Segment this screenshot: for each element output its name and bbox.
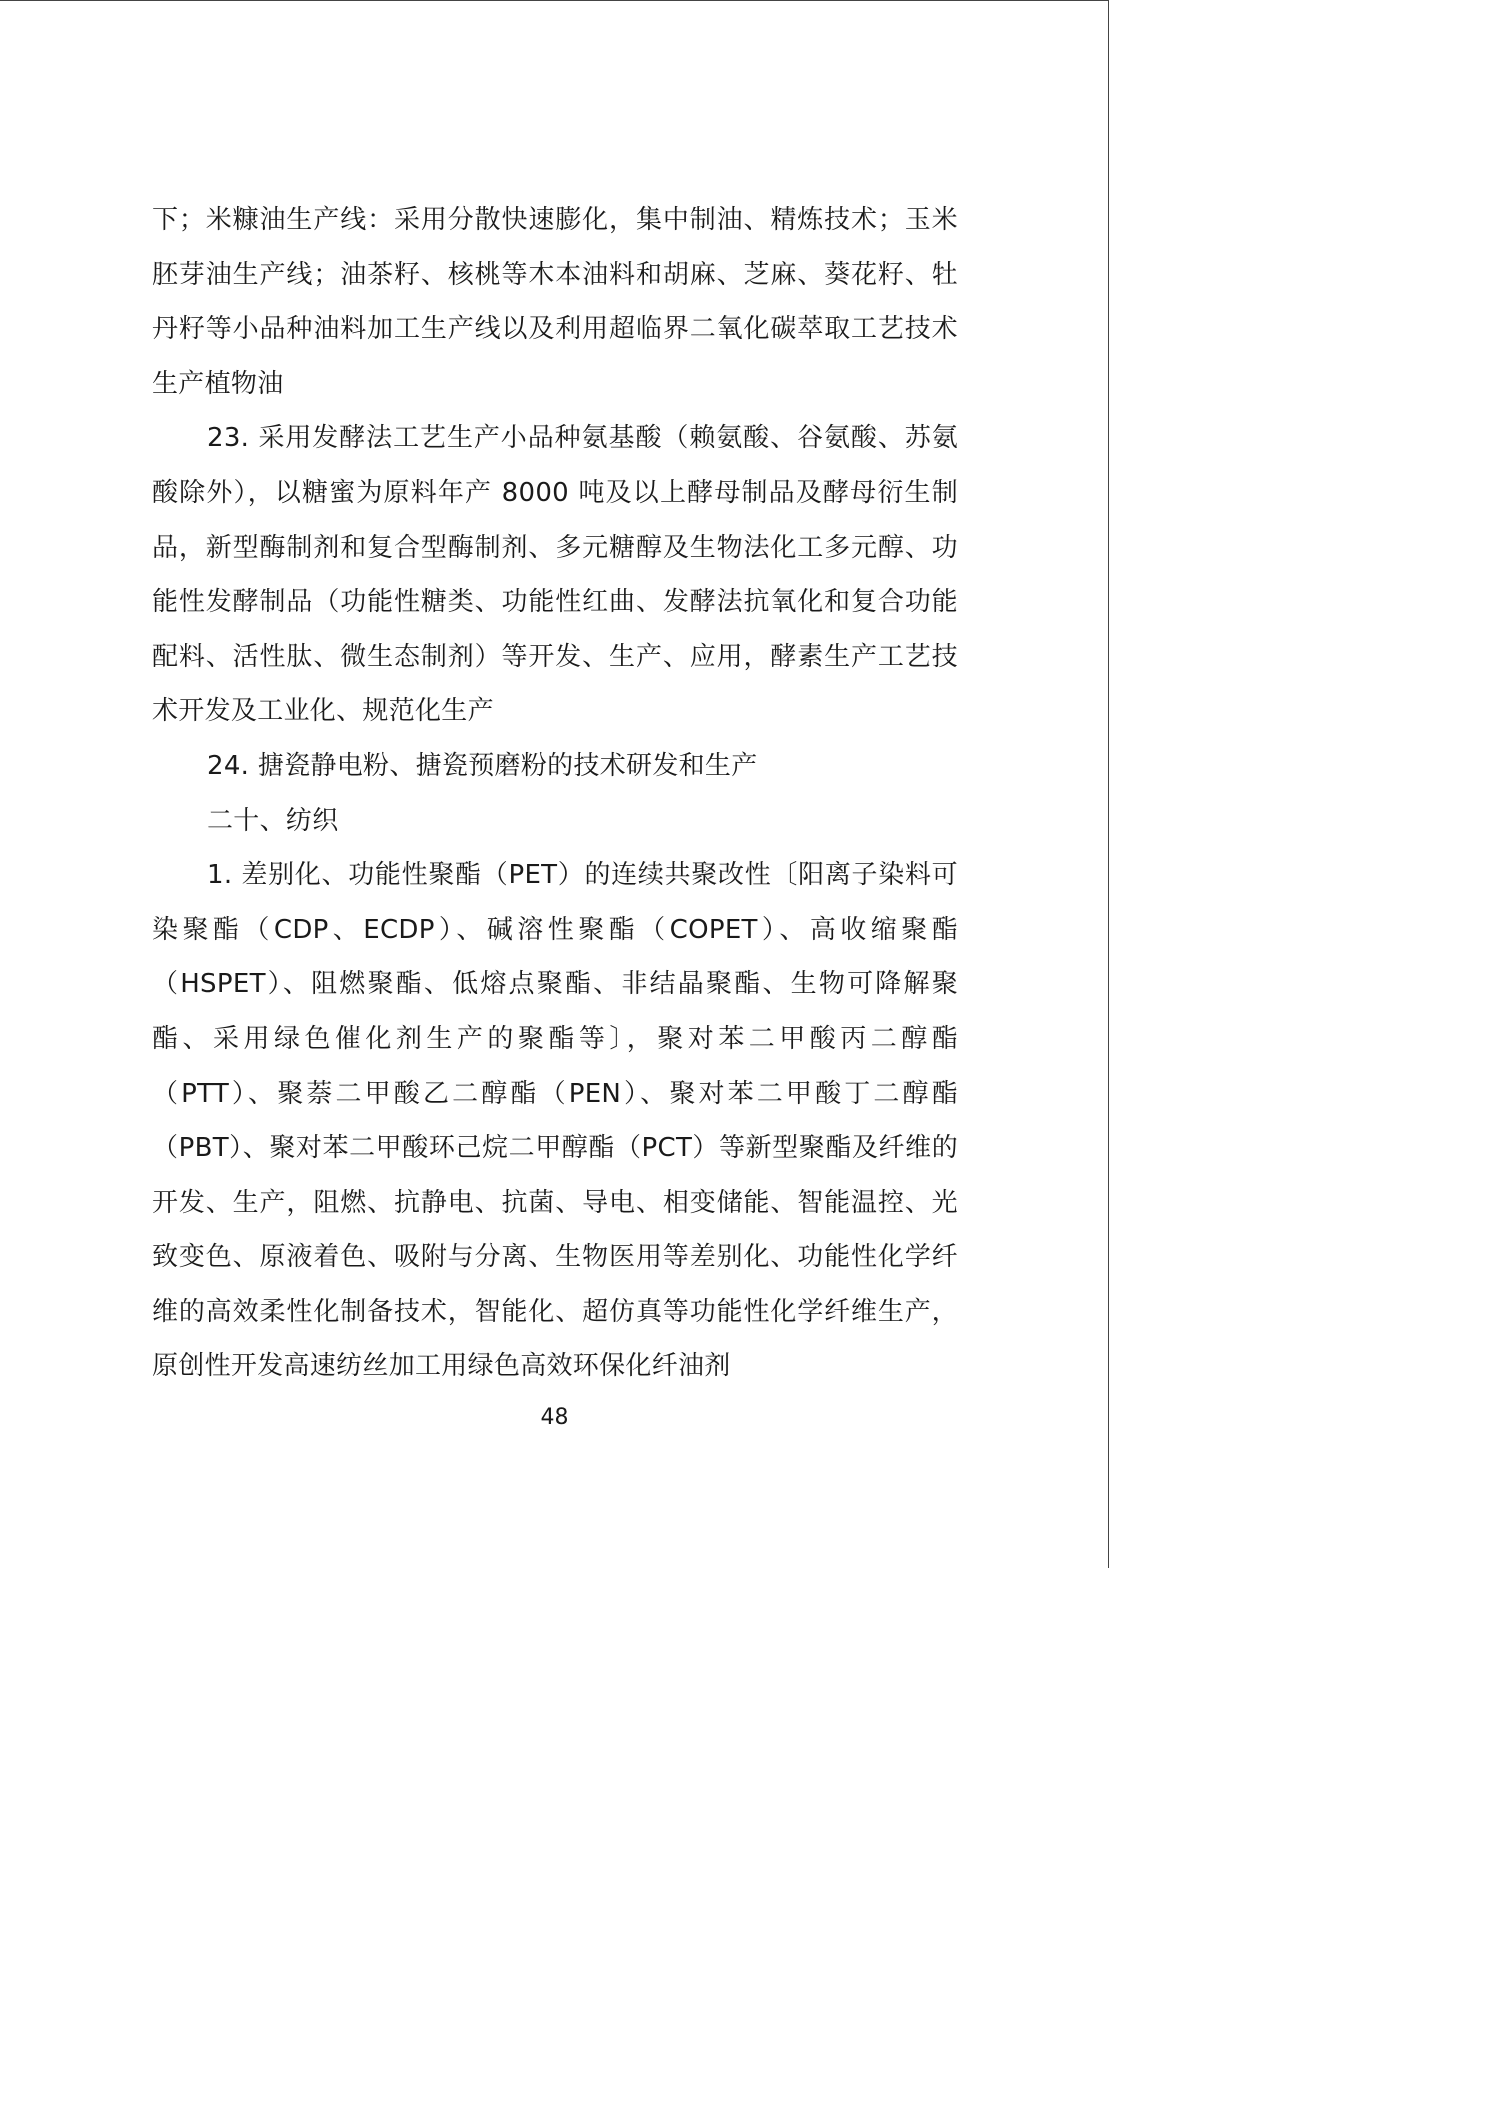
paragraph-item-23: 23. 采用发酵法工艺生产小品种氨基酸（赖氨酸、谷氨酸、苏氨酸除外），以糖蜜为原料年产 8000 吨及以上酵母制品及酵母衍生制品，新型酶制剂和复合型酶制剂、多元糖醇及生物法化工多元醇、功能性发酵制品（功能性糖类、功能性红曲、发酵法抗氧化和复合功能配料、活性肽、微生态制剂）等开发、生产、应用，酵素生产工艺技术开发及工业化、规范化生产	[152, 423, 958, 727]
paragraph-item-24: 24. 搪瓷静电粉、搪瓷预磨粉的技术研发和生产	[207, 750, 758, 781]
paragraph-continuation: 下；米糠油生产线：采用分散快速膨化，集中制油、精炼技术；玉米胚芽油生产线；油茶籽、核桃等木本油料和胡麻、芝麻、葵花籽、牡丹籽等小品种油料加工生产线以及利用超临界二氧化碳萃取工艺技术生产植物油	[152, 205, 958, 399]
section-heading-textile: 二十、纺织	[207, 805, 339, 836]
paragraph-item-1: 1. 差别化、功能性聚酯（PET）的连续共聚改性〔阳离子染料可染聚酯（CDP、ECDP）、碱溶性聚酯（COPET）、高收缩聚酯（HSPET）、阻燃聚酯、低熔点聚酯、非结晶聚酯、生物可降解聚酯、采用绿色催化剂生产的聚酯等〕，聚对苯二甲酸丙二醇酯（PTT）、聚萘二甲酸乙二醇酯（PEN）、聚对苯二甲酸丁二醇酯（PBT）、聚对苯二甲酸环己烷二甲醇酯（PCT）等新型聚酯及纤维的开发、生产，阻燃、抗静电、抗菌、导电、相变储能、智能温控、光致变色、原液着色、吸附与分离、生物医用等差别化、功能性化学纤维的高效柔性化制备技术，智能化、超仿真等功能性化学纤维生产，原创性开发高速纺丝加工用绿色高效环保化纤油剂	[152, 860, 958, 1382]
page-number: 48	[540, 1405, 569, 1430]
body-text	[152, 193, 958, 1394]
